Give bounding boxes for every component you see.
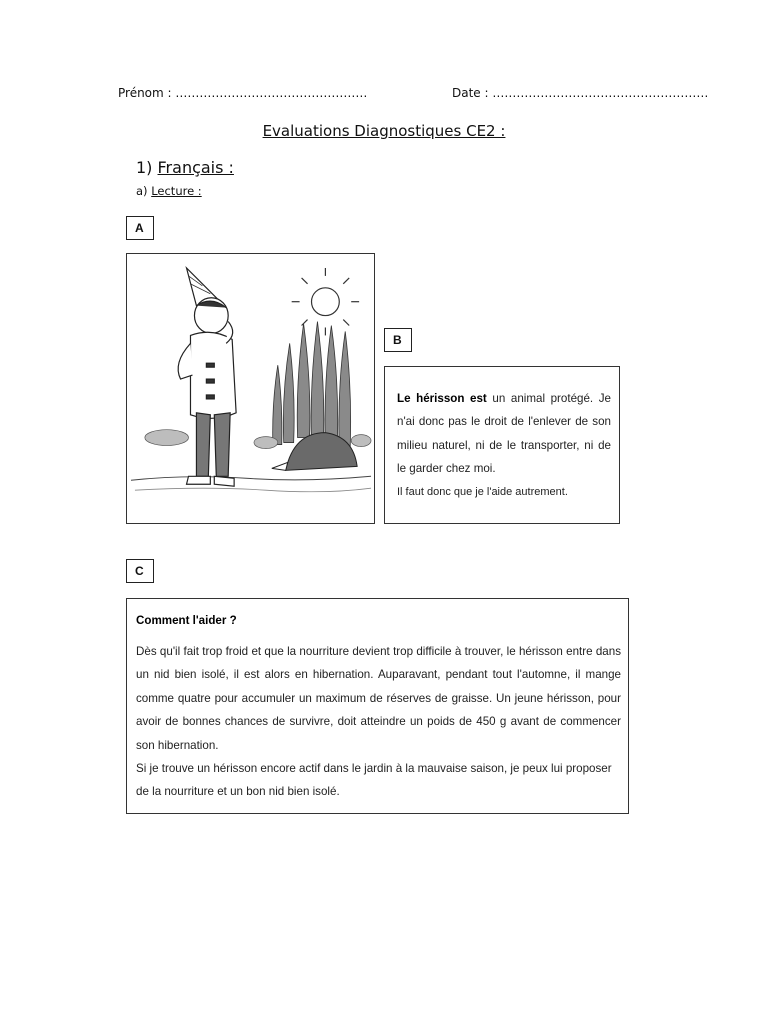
label-c: C xyxy=(126,559,154,583)
box-c-paragraph-2: Si je trouve un hérisson encore actif dans le jardin à la mauvaise saison, je peux lui proposer de la nourriture et un bon nid bien isolé. xyxy=(136,762,612,799)
text-box-b xyxy=(384,366,620,524)
trees-icon xyxy=(273,322,351,448)
illustration-drawing xyxy=(127,254,374,523)
sun-icon xyxy=(292,268,359,335)
box-b-last-line: Il faut donc que je l'aide autrement. xyxy=(397,485,568,498)
label-b: B xyxy=(384,328,412,352)
first-name-field-label: Prénom : ………………………………………… xyxy=(118,86,368,100)
subsection-name: Lecture : xyxy=(151,184,202,198)
section-heading xyxy=(136,158,234,177)
boy-icon xyxy=(178,268,236,486)
text-box-c xyxy=(126,598,629,814)
box-c-heading: Comment l'aider ? xyxy=(136,614,237,627)
page-title: Evaluations Diagnostiques CE2 : xyxy=(262,122,506,140)
subsection-heading xyxy=(136,184,202,198)
box-c-paragraph-1: Dès qu'il fait trop froid et que la nourriture devient trop difficile à trouver, le hérisson entre dans un nid bien isolé, il est alors en hibernation. Auparavant, pendant tout l'automne, il mange comme quatre pour accumuler un maximum de réserves de graisse. Un jeune hérisson, pour avoir de bonnes chances de survivre, doit atteindre un poids de 450 g avant de commencer son hibernation. xyxy=(136,645,621,752)
section-name: Français : xyxy=(157,158,234,177)
box-b-bold-lead: Le hérisson est xyxy=(397,392,487,405)
illustration-boy-hedgehog xyxy=(126,253,375,524)
subsection-letter: a) xyxy=(136,184,148,198)
box-b-text: un animal protégé. Je n'ai donc pas le droit de l'enlever de son milieu naturel, ni de le transporter, ni de le garder chez moi. xyxy=(397,392,611,476)
label-a: A xyxy=(126,216,154,240)
date-field-label: Date : ……………………………………………… xyxy=(452,86,709,100)
section-number: 1) xyxy=(136,158,153,177)
